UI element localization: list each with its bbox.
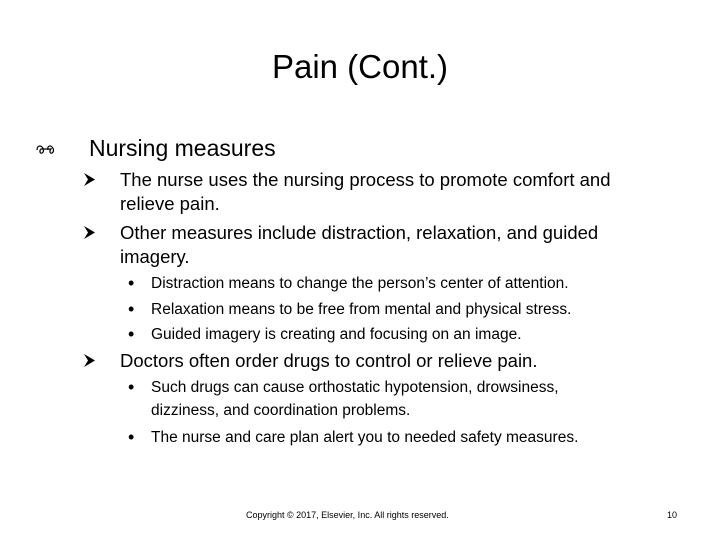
page-number: 10 [667,510,678,520]
looped-marker-icon [36,143,56,157]
sub-bullet-1-3: Guided imagery is creating and focusing on an image. [151,326,522,343]
copyright-footer: Copyright © 2017, Elsevier, Inc. All rights reserved. [246,510,449,520]
bullet-2-line-1: Other measures include distraction, relaxation, and guided [120,222,599,243]
arrowhead-icon [83,225,96,240]
sub-bullet-2-1-line-2: dizziness, and coordination problems. [151,402,411,419]
bullet-1-line-1: The nurse uses the nursing process to promote comfort and [120,169,611,190]
bullet-3-line-1: Doctors often order drugs to control or relieve pain. [120,350,538,371]
sub-bullet-2-2: The nurse and care plan alert you to needed safety measures. [151,429,579,446]
sub-bullet-dot: • [128,273,135,293]
sub-bullet-dot: • [128,324,135,344]
sub-bullet-2-1-line-1: Such drugs can cause orthostatic hypotension, drowsiness, [151,379,559,396]
slide-title: Pain (Cont.) [271,48,449,85]
arrowhead-icon [83,353,96,368]
sub-bullet-1-2: Relaxation means to be free from mental and physical stress. [151,301,572,318]
bullet-1-line-2: relieve pain. [120,193,220,214]
arrowhead-icon [83,172,96,187]
heading-nursing-measures: Nursing measures [89,135,276,161]
sub-bullet-dot: • [128,427,135,447]
bullet-2-line-2: imagery. [120,246,190,267]
sub-bullet-dot: • [128,377,135,397]
sub-bullet-1-1: Distraction means to change the person’s center of attention. [151,275,569,292]
sub-bullet-dot: • [128,299,135,319]
